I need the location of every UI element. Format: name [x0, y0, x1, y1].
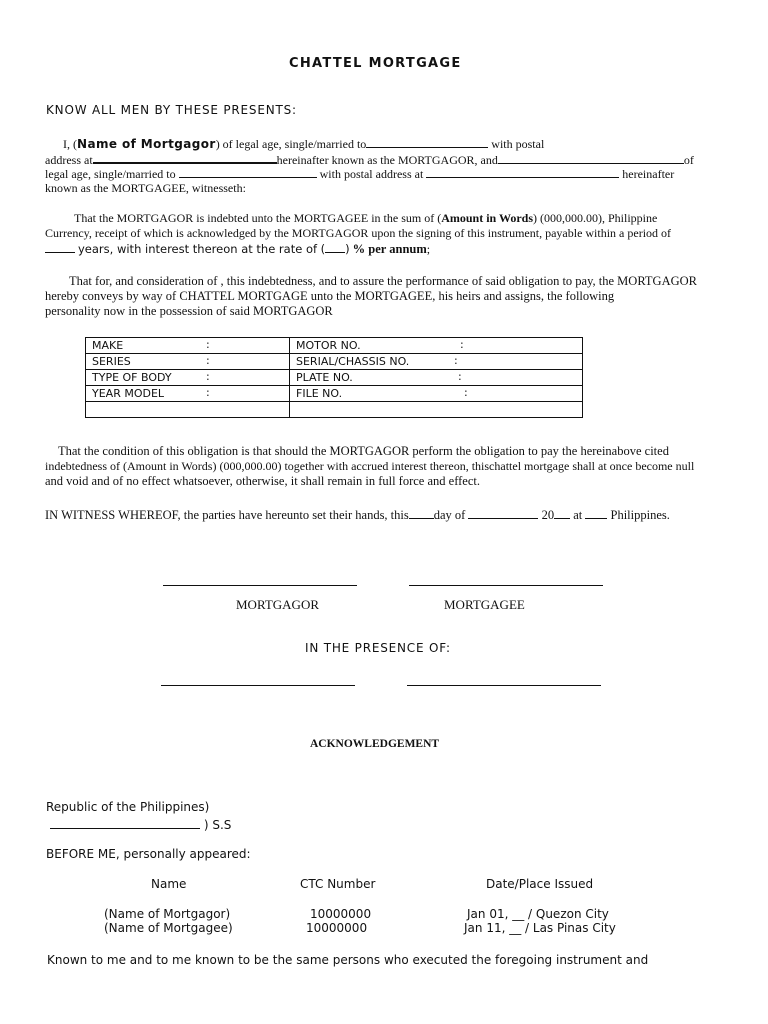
city-blank [50, 817, 200, 829]
plate-no-label: PLATE NO. [296, 371, 353, 384]
para1-line4: known as the MORTGAGEE, witnesseth: [45, 181, 246, 195]
colon: : [458, 370, 462, 383]
appearance-name: (Name of Mortgagor) [104, 907, 231, 921]
table-row [86, 402, 583, 418]
colon: : [454, 354, 458, 367]
table-row [86, 370, 583, 386]
para4-line1: That the condition of this obligation is that should the MORTGAGOR perform the obligation to pay the hereinabove cited [58, 444, 669, 458]
known-to-me-line: Known to me and to me known to be the same persons who executed the foregoing instrument and [47, 953, 649, 967]
para1-text: with postal [491, 137, 545, 151]
colon: : [206, 386, 210, 399]
witness-text: Philippines. [610, 508, 670, 522]
mortgagor-signature-line [163, 585, 357, 586]
table-cell [290, 370, 583, 386]
per-annum-label: % per annum [352, 242, 427, 256]
table-row [86, 338, 583, 354]
witness1-signature-line [161, 685, 355, 686]
header-name: Name [151, 877, 187, 891]
witness-text: day of [433, 508, 466, 522]
colon: : [206, 338, 210, 351]
table-cell [86, 370, 290, 386]
colon: : [464, 386, 468, 399]
republic-line: Republic of the Philippines) [46, 800, 210, 814]
witness-text: at [573, 508, 583, 522]
appearance-issued: Jan 11, __ / Las Pinas City [464, 921, 616, 935]
header-date-place-issued: Date/Place Issued [486, 877, 594, 891]
para2-text: years, with interest thereon at the rate of ( [78, 242, 326, 256]
para2-line1 [74, 211, 657, 226]
para3-line2: hereby conveys by way of CHATTEL MORTGAGE unto the MORTGAGEE, his heirs and assigns, the following [45, 289, 615, 303]
year-blank [554, 507, 570, 519]
witness2-signature-line [407, 685, 601, 686]
witness-text: 20 [541, 508, 555, 522]
in-presence-heading: IN THE PRESENCE OF: [305, 641, 451, 655]
table-row [86, 386, 583, 402]
para2-line2: Currency, receipt of which is acknowledged by the MORTGAGOR upon the signing of this instrument, payable within a period of [45, 226, 672, 240]
mortgagee-label: MORTGAGEE [444, 597, 525, 612]
opening-line: KNOW ALL MEN BY THESE PRESENTS: [46, 103, 297, 117]
table-row [86, 354, 583, 370]
appearance-ctc: 10000000 [310, 907, 372, 921]
para2-text: ; [426, 242, 431, 256]
mortgagor-name-placeholder: Name of Mortgagor [77, 137, 216, 151]
para1-text: hereinafter [622, 167, 675, 181]
series-label: SERIES [92, 355, 131, 368]
table-cell [86, 354, 290, 370]
motor-no-label: MOTOR NO. [296, 339, 361, 352]
para2-line3 [45, 241, 430, 257]
ss-line [50, 817, 231, 832]
witness-text: IN WITNESS WHEREOF, the parties have hereunto set their hands, this [45, 508, 409, 522]
mortgagee-address-blank [426, 166, 619, 178]
para4-line3: and void and of no effect whatsoever, otherwise, it shall remain in full force and effect. [45, 474, 480, 488]
period-blank [45, 241, 75, 253]
para1-text: legal age, single/married to [45, 167, 176, 181]
type-of-body-label: TYPE OF BODY [92, 371, 172, 384]
colon: : [206, 354, 210, 367]
para1-text: of [683, 153, 694, 167]
interest-rate-blank [325, 241, 345, 253]
para1-text: with postal address at [319, 167, 424, 181]
ss-text: ) S.S [203, 818, 232, 832]
appearance-issued: Jan 01, __ / Quezon City [467, 907, 609, 921]
document-title: CHATTEL MORTGAGE [289, 56, 462, 71]
year-model-label: YEAR MODEL [92, 387, 165, 400]
day-blank [409, 507, 434, 519]
mortgagor-label: MORTGAGOR [236, 597, 320, 612]
para1-text: I, ( [63, 137, 77, 151]
table-cell [290, 338, 583, 354]
appearance-ctc: 10000000 [306, 921, 368, 935]
table-cell [86, 338, 290, 354]
para3-line3: personality now in the possession of said MORTGAGOR [45, 304, 333, 318]
para2-text: ) (000,000.00), Philippine [533, 211, 658, 225]
table-cell [86, 402, 290, 418]
colon: : [206, 370, 210, 383]
mortgagee-name-blank [498, 152, 684, 164]
para1-line1 [63, 136, 544, 152]
para4-line2: indebtedness of (Amount in Words) (000,000.00) together with accrued interest thereon, thischattel mortgage shall at once become null [45, 459, 695, 473]
para1-text: address at [45, 153, 93, 167]
header-ctc-number: CTC Number [300, 877, 376, 891]
place-blank [585, 507, 607, 519]
para3-line1: That for, and consideration of , this indebtedness, and to assure the performance of said obligation to pay, the MORTGAGOR [69, 274, 697, 288]
mortgagee-spouse-blank [179, 166, 317, 178]
before-me-line: BEFORE ME, personally appeared: [46, 847, 251, 861]
para2-text: That the MORTGAGOR is indebted unto the MORTGAGEE in the sum of ( [74, 211, 442, 225]
acknowledgement-heading: ACKNOWLEDGEMENT [310, 738, 440, 750]
witness-line [45, 507, 670, 523]
table-cell [86, 386, 290, 402]
appearance-name: (Name of Mortgagee) [104, 921, 233, 935]
amount-in-words-placeholder: Amount in Words [441, 211, 533, 225]
colon: : [460, 338, 464, 351]
vehicle-details-table [85, 337, 583, 418]
table-cell [290, 354, 583, 370]
month-blank [468, 507, 538, 519]
table-cell [290, 386, 583, 402]
table-cell [290, 402, 583, 418]
make-label: MAKE [92, 339, 124, 352]
serial-chassis-label: SERIAL/CHASSIS NO. [296, 355, 410, 368]
file-no-label: FILE NO. [296, 387, 343, 400]
para2-text: ) [345, 242, 350, 256]
mortgagee-signature-line [409, 585, 603, 586]
para1-text: ) of legal age, single/married to [215, 137, 367, 151]
para1-line3 [45, 166, 674, 182]
address-blank [93, 151, 277, 164]
spouse-blank [366, 136, 488, 148]
para1-text: hereinafter known as the MORTGAGOR, and [276, 153, 498, 167]
